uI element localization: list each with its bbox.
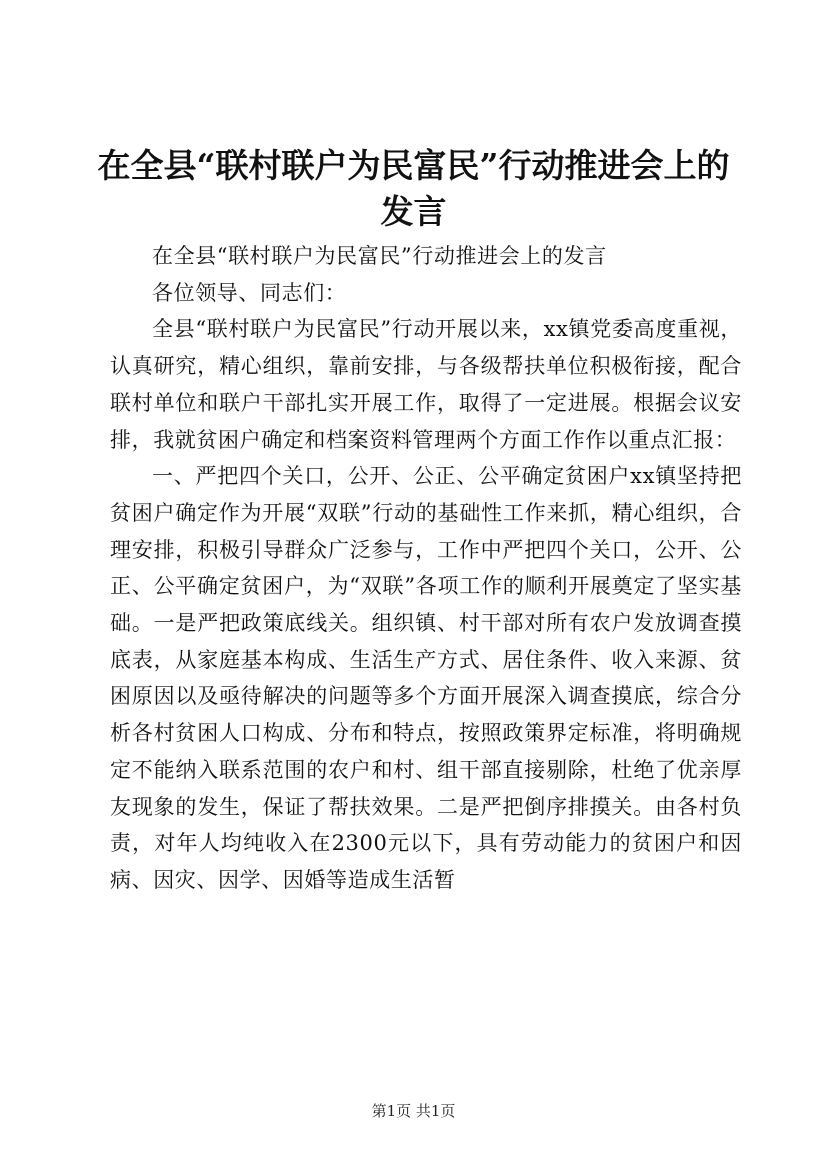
page-footer: 第1页 共1页 [371, 1102, 456, 1120]
paragraph-section-one: 一、严把四个关口，公开、公正、公平确定贫困户xx镇坚持把贫困户确定作为开展“双联”行动的基础性工作来抓，精心组织，合理安排，积极引导群众广泛参与，工作中严把四个关口，公开、公正、公平确定贫困户，为“双联”各项工作的顺利开展奠定了坚实基础。一是严把政策底线关。组织镇、村干部对所有农户发放调查摸底表，从家庭基本构成、生活生产方式、居住条件、收入来源、贫困原因以及亟待解决的问题等多个方面开展深入调查摸底，综合分析各村贫困人口构成、分布和特点，按照政策界定标准，将明确规定不能纳入联系范围的农户和村、组干部直接剔除，杜绝了优亲厚友现象的发生，保证了帮扶效果。二是严把倒序排摸关。由各村负责，对年人均纯收入在2300元以下，具有劳动能力的贫困户和因病、因灾、因学、因婚等造成生活暂 [110, 464, 742, 892]
paragraph-intro: 全县“联村联户为民富民”行动开展以来，xx镇党委高度重视，认真研究，精心组织，靠前安排，与各级帮扶单位积极衔接，配合联村单位和联户干部扎实开展工作，取得了一定进展。根据会议安排，我就贫困户确定和档案资料管理两个方面工作作以重点汇报： [110, 317, 742, 452]
paragraph-salutation: 各位领导、同志们： [152, 280, 347, 305]
document-title: 在全县“联村联户为民富民”行动推进会上的发言 [97, 146, 730, 231]
paragraph-subtitle: 在全县“联村联户为民富民”行动推进会上的发言 [152, 244, 607, 268]
document-body [110, 238, 742, 899]
